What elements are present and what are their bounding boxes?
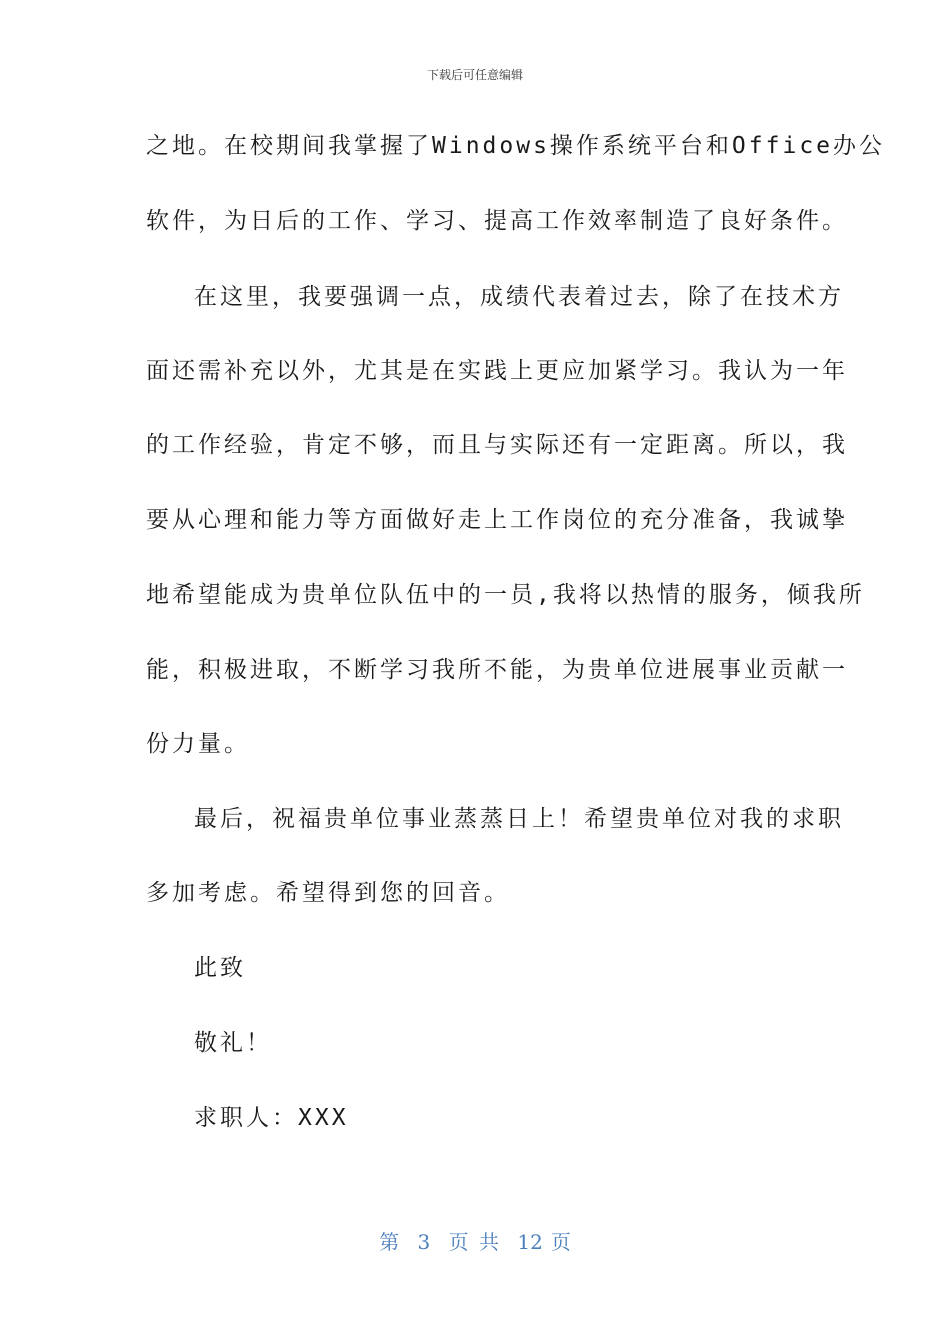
footer-suffix: 页	[550, 1230, 571, 1254]
page-header: 下载后可任意编辑	[426, 68, 523, 82]
page-number-footer	[0, 1226, 950, 1255]
body-line: 软件，为日后的工作、学习、提高工作效率制造了良好条件。	[146, 208, 848, 234]
signature-line: 求职人：XXX	[194, 1105, 349, 1131]
paragraph-start-line: 最后，祝福贵单位事业蒸蒸日上！希望贵单位对我的求职	[194, 806, 844, 832]
total-page-count: 12	[517, 1230, 543, 1254]
closing-salutation: 此致	[194, 955, 246, 981]
body-line: 要从心理和能力等方面做好走上工作岗位的充分准备，我诚挚	[146, 507, 848, 533]
body-line: 多加考虑。希望得到您的回音。	[146, 880, 510, 906]
body-line: 的工作经验，肯定不够，而且与实际还有一定距离。所以，我	[146, 432, 848, 458]
body-line: 之地。在校期间我掌握了Windows操作系统平台和Office办公	[146, 133, 886, 159]
footer-middle: 页 共	[448, 1230, 499, 1254]
paragraph-start-line: 在这里，我要强调一点，成绩代表着过去，除了在技术方	[194, 284, 844, 310]
body-line: 面还需补充以外，尤其是在实践上更应加紧学习。我认为一年	[146, 358, 848, 384]
footer-prefix: 第	[379, 1230, 400, 1254]
body-line: 地希望能成为贵单位队伍中的一员,我将以热情的服务，倾我所	[146, 582, 865, 608]
current-page-number: 3	[417, 1230, 431, 1254]
closing-regards: 敬礼！	[194, 1030, 272, 1056]
body-line: 能，积极进取，不断学习我所不能，为贵单位进展事业贡献一	[146, 657, 848, 683]
body-line: 份力量。	[146, 731, 250, 757]
